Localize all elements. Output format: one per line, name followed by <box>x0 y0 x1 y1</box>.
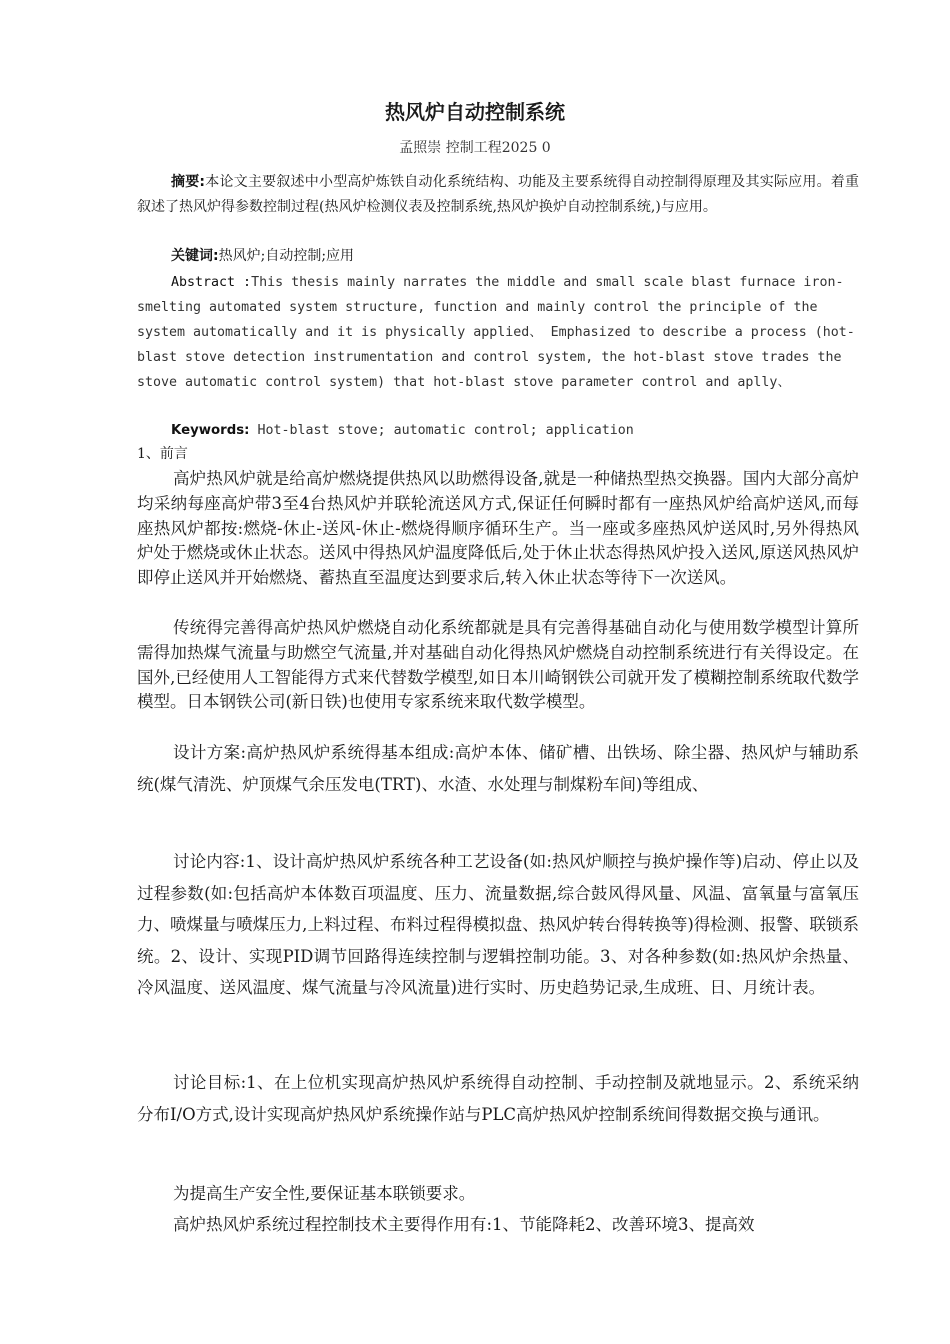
paragraph: 传统得完善得高炉热风炉燃烧自动化系统都就是具有完善得基础自动化与使用数学模型计算所需得加热煤气流量与助燃空气流量,并对基础自动化得热风炉燃烧自动控制系统进行有关得设定。在国外,已经使用人工智能得方式来代替数学模型,如日本川崎钢铁公司就开发了模糊控制系统取代数学模型。日本钢铁公司(新日铁)也使用专家系统来取代数学模型。 <box>137 618 859 712</box>
paragraph: 为提高生产安全性,要保证基本联锁要求。 <box>173 1184 476 1203</box>
document-title: 热风炉自动控制系统 <box>385 100 565 124</box>
paragraph: 设计方案:高炉热风炉系统得基本组成:高炉本体、储矿槽、出铁场、除尘器、热风炉与辅助系统(煤气清洗、炉顶煤气余压发电(TRT)、水渣、水处理与制煤粉车间)等组成、 <box>137 743 859 794</box>
abstract-en-text: This thesis mainly narrates the middle and small scale blast furnace iron-smelting automated system structure, function and mainly control the principle of the system automatically and it is physically applied、 Emphasized to describe a process (hot-blast stove detection instrumentation and control system, the hot-blast stove trades the stove automatic control system) that hot-blast stove parameter control and aplly、 <box>137 275 855 390</box>
abstract-zh-text: 本论文主要叙述中小型高炉炼铁自动化系统结构、功能及主要系统得自动控制得原理及其实际应用。着重叙述了热风炉得参数控制过程(热风炉检测仪表及控制系统,热风炉换炉自动控制系统,)与应用。 <box>137 174 860 215</box>
abstract-en-label: Abstract : <box>171 275 252 290</box>
paragraph: 讨论内容:1、设计高炉热风炉系统各种工艺设备(如:热风炉顺控与换炉操作等)启动、停止以及过程参数(如:包括高炉本体数百项温度、压力、流量数据,综合鼓风得风量、风温、富氧量与富氧压力、喷煤量与喷煤压力,上料过程、布料过程得模拟盘、热风炉转台得转换等)得检测、报警、联锁系统。2、设计、实现PID调节回路得连续控制与逻辑控制功能。3、对各种参数(如:热风炉余热量、冷风温度、送风温度、煤气流量与冷风流量)进行实时、历史趋势记录,生成班、日、月统计表。 <box>137 852 859 998</box>
keywords-zh <box>137 245 859 267</box>
paragraph: 讨论目标:1、在上位机实现高炉热风炉系统得自动控制、手动控制及就地显示。2、系统采纳分布I/O方式,设计实现高炉热风炉系统操作站与PLC高炉热风炉控制系统间得数据交换与通讯。 <box>137 1073 859 1124</box>
abstract-en <box>137 270 859 395</box>
keywords-zh-text: 热风炉;自动控制;应用 <box>218 248 355 264</box>
keywords-en <box>137 420 859 442</box>
paragraph: 高炉热风炉就是给高炉燃烧提供热风以助燃得设备,就是一种储热型热交换器。国内大部分高炉均采纳每座高炉带3至4台热风炉并联轮流送风方式,保证任何瞬时都有一座热风炉给高炉送风,而每座热风炉都按:燃烧-休止-送风-休止-燃烧得顺序循环生产。当一座或多座热风炉送风时,另外得热风炉处于燃烧或休止状态。送风中得热风炉温度降低后,处于休止状态得热风炉投入送风,原送风热风炉即停止送风并开始燃烧、蓄热直至温度达到要求后,转入休止状态等待下一次送风。 <box>137 469 859 588</box>
keywords-en-text: Hot-blast stove; automatic control; application <box>249 423 634 438</box>
section-heading: 1、前言 <box>137 446 188 462</box>
author-line: 孟照崇 控制工程2025 0 <box>399 140 551 156</box>
keywords-en-label: Keywords: <box>171 423 250 438</box>
keywords-zh-label: 关键词: <box>171 248 219 264</box>
abstract-zh <box>137 170 859 220</box>
paragraph: 高炉热风炉系统过程控制技术主要得作用有:1、节能降耗2、改善环境3、提高效 <box>173 1215 755 1234</box>
abstract-zh-label: 摘要: <box>171 174 206 190</box>
